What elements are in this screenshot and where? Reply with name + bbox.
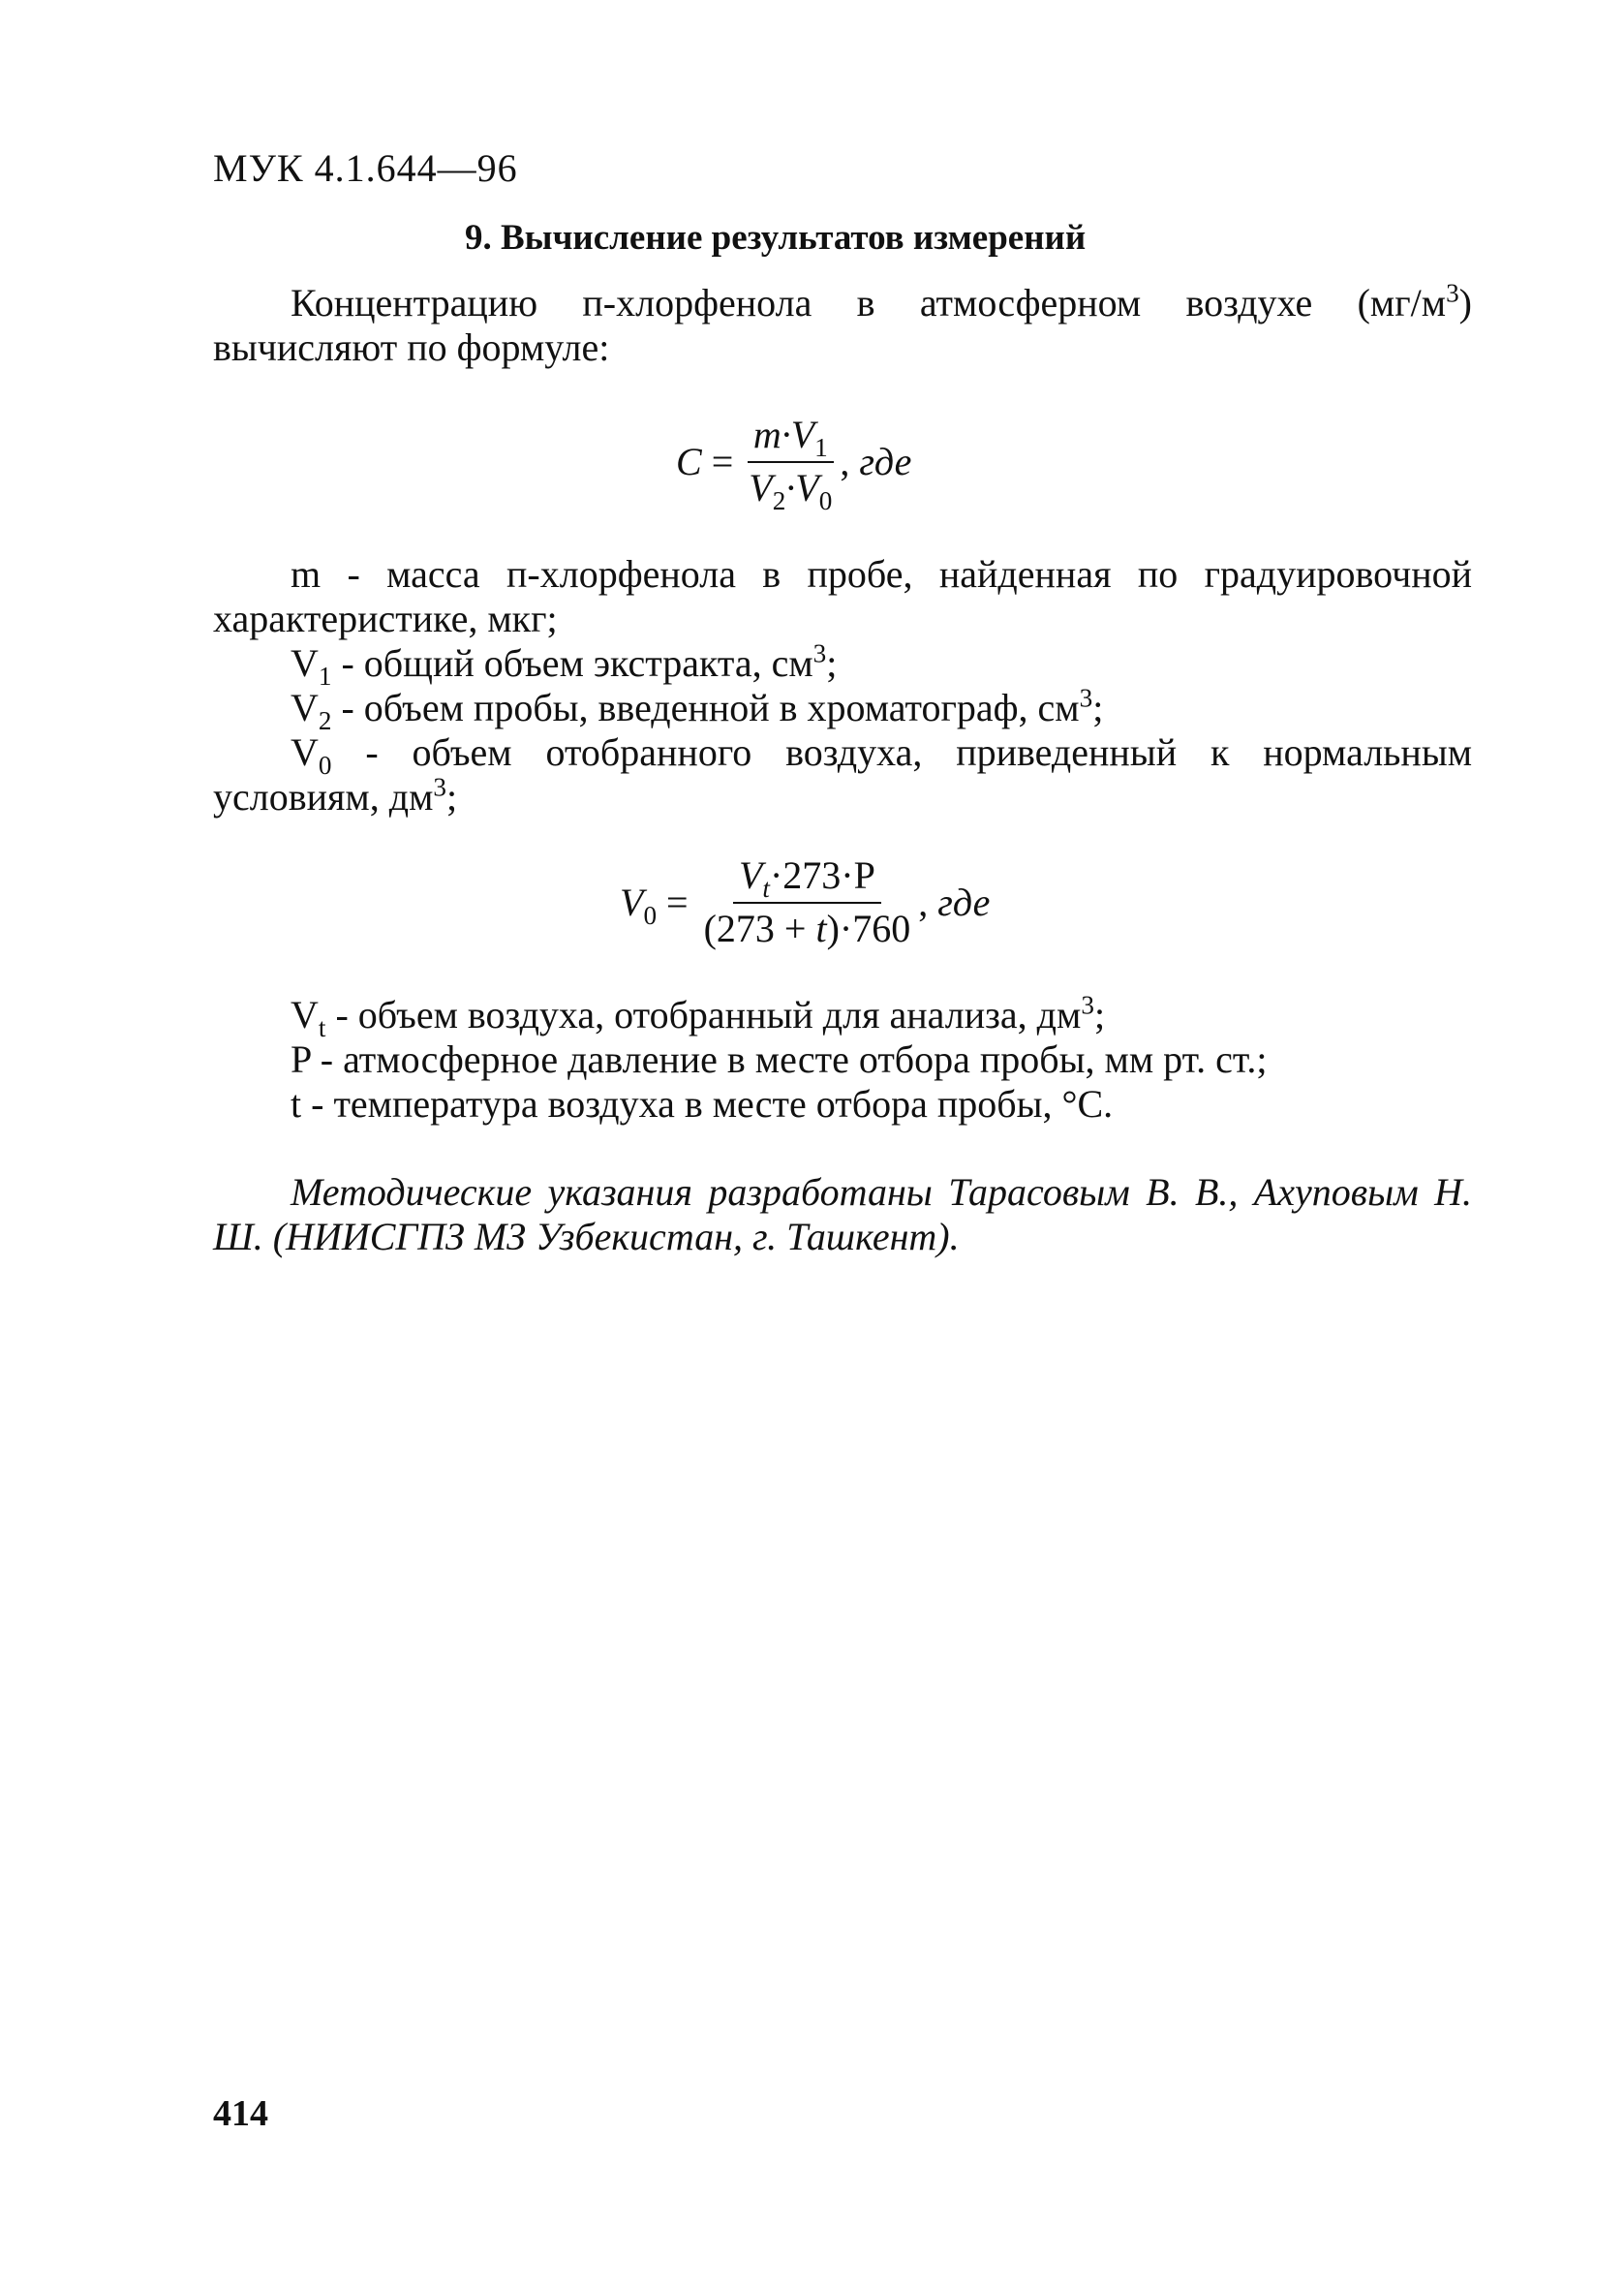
- definition-symbol-sub: 0: [318, 751, 332, 780]
- formula-c-num-sub: 1: [814, 433, 828, 462]
- formula-concentration: [676, 412, 912, 515]
- formula-v0-lhs: [620, 880, 658, 930]
- formula-c-den-sub-b: 0: [818, 486, 833, 515]
- formula-c-den-sub-a: 2: [772, 486, 786, 515]
- formula-c-lhs: C: [676, 439, 702, 483]
- definition-v1: [213, 638, 1472, 691]
- formula-v0-numerator: [733, 852, 881, 904]
- formula-v0-den-a: (273 +: [703, 907, 816, 950]
- definition-symbol: V: [291, 993, 319, 1036]
- definition-text: - масса п-хлорфенола в пробе, найденная по градуировочной характеристике, мкг;: [213, 552, 1472, 640]
- definition-text: - общий объем экстракта, см: [331, 641, 813, 685]
- definition-symbol: V: [291, 686, 319, 729]
- definition-text: - температура воздуха в месте отбора пробы, °С.: [301, 1082, 1114, 1126]
- definition-m: [213, 552, 1472, 641]
- definition-t: [213, 1082, 1472, 1127]
- formula-c-where: где: [859, 439, 912, 483]
- formula-c-fraction: [743, 412, 838, 515]
- page-number: 414: [213, 2093, 268, 2134]
- section-title: 9. Вычисление результатов измерений: [465, 218, 1087, 258]
- formula-v0-den-t: t: [815, 907, 827, 950]
- definition-sup: 3: [433, 772, 446, 802]
- definition-text: - атмосферное давление в месте отбора пробы, мм рт. ст.;: [310, 1037, 1268, 1081]
- definition-symbol: P: [291, 1037, 311, 1081]
- definition-text: - объем пробы, введенной в хроматограф, см: [331, 686, 1080, 729]
- formula-c-comma: ,: [840, 439, 850, 483]
- definition-sup: 3: [812, 638, 827, 668]
- definition-text: - объем отобранного воздуха, приведенный к нормальным условиям, дм: [213, 730, 1472, 819]
- definition-vt: [213, 990, 1472, 1042]
- definition-symbol: m: [291, 552, 322, 596]
- definition-end: ;: [1092, 686, 1104, 729]
- formula-c-equals: =: [711, 439, 734, 483]
- definition-symbol-sub: 1: [318, 662, 332, 691]
- intro-text-2: ) вычисляют по формуле:: [213, 281, 1472, 369]
- formula-v0-where: где: [937, 880, 991, 924]
- document-code: МУК 4.1.644—96: [213, 146, 518, 190]
- formula-v0-num-rest: ·273·P: [769, 853, 875, 897]
- formula-v0-num-sub: t: [762, 874, 770, 903]
- formula-v0-num-v: V: [738, 853, 763, 897]
- formula-v0-lhs-sub: 0: [643, 900, 658, 930]
- formula-v0-lhs-v: V: [620, 880, 644, 924]
- intro-paragraph: [213, 278, 1472, 370]
- definitions-list-2: [213, 990, 1472, 1127]
- formula-c-denominator: [743, 463, 838, 515]
- definition-p: [213, 1037, 1472, 1082]
- definitions-list-1: [213, 552, 1472, 820]
- definition-symbol-sub: t: [318, 1013, 326, 1042]
- formula-v0-equals: =: [666, 880, 689, 924]
- formula-c-den-v: V: [749, 466, 773, 510]
- intro-superscript: 3: [1446, 278, 1459, 308]
- formula-v0-den-rest: )·760: [826, 907, 911, 950]
- definition-symbol: V: [291, 641, 319, 685]
- definition-end: ;: [1093, 993, 1106, 1036]
- formula-c-den-mid: ·V: [785, 466, 819, 510]
- definition-v0: [213, 730, 1472, 820]
- definition-symbol-sub: 2: [318, 706, 332, 735]
- formula-c-num-text: m·V: [752, 413, 815, 456]
- definition-symbol: V: [291, 730, 319, 774]
- definition-symbol: t: [291, 1082, 302, 1126]
- formula-c-numerator: [748, 412, 834, 463]
- credits-note: Методические указания разработаны Тарасовым В. В., Ахуповым Н. Ш. (НИИСГПЗ МЗ Узбекистан, г. Ташкент).: [213, 1170, 1472, 1258]
- definition-v2: [213, 683, 1472, 735]
- definition-end: ;: [445, 775, 458, 819]
- formula-v0-denominator: [698, 904, 917, 951]
- definition-sup: 3: [1081, 990, 1094, 1020]
- formula-volume-normal: [620, 852, 990, 951]
- formula-v0-fraction: [698, 852, 917, 951]
- definition-sup: 3: [1079, 683, 1093, 713]
- definition-end: ;: [826, 641, 838, 685]
- formula-v0-comma: ,: [918, 880, 929, 924]
- intro-text-1: Концентрацию п-хлорфенола в атмосферном воздухе (мг/м: [291, 281, 1447, 325]
- definition-text: - объем воздуха, отобранный для анализа, дм: [325, 993, 1082, 1036]
